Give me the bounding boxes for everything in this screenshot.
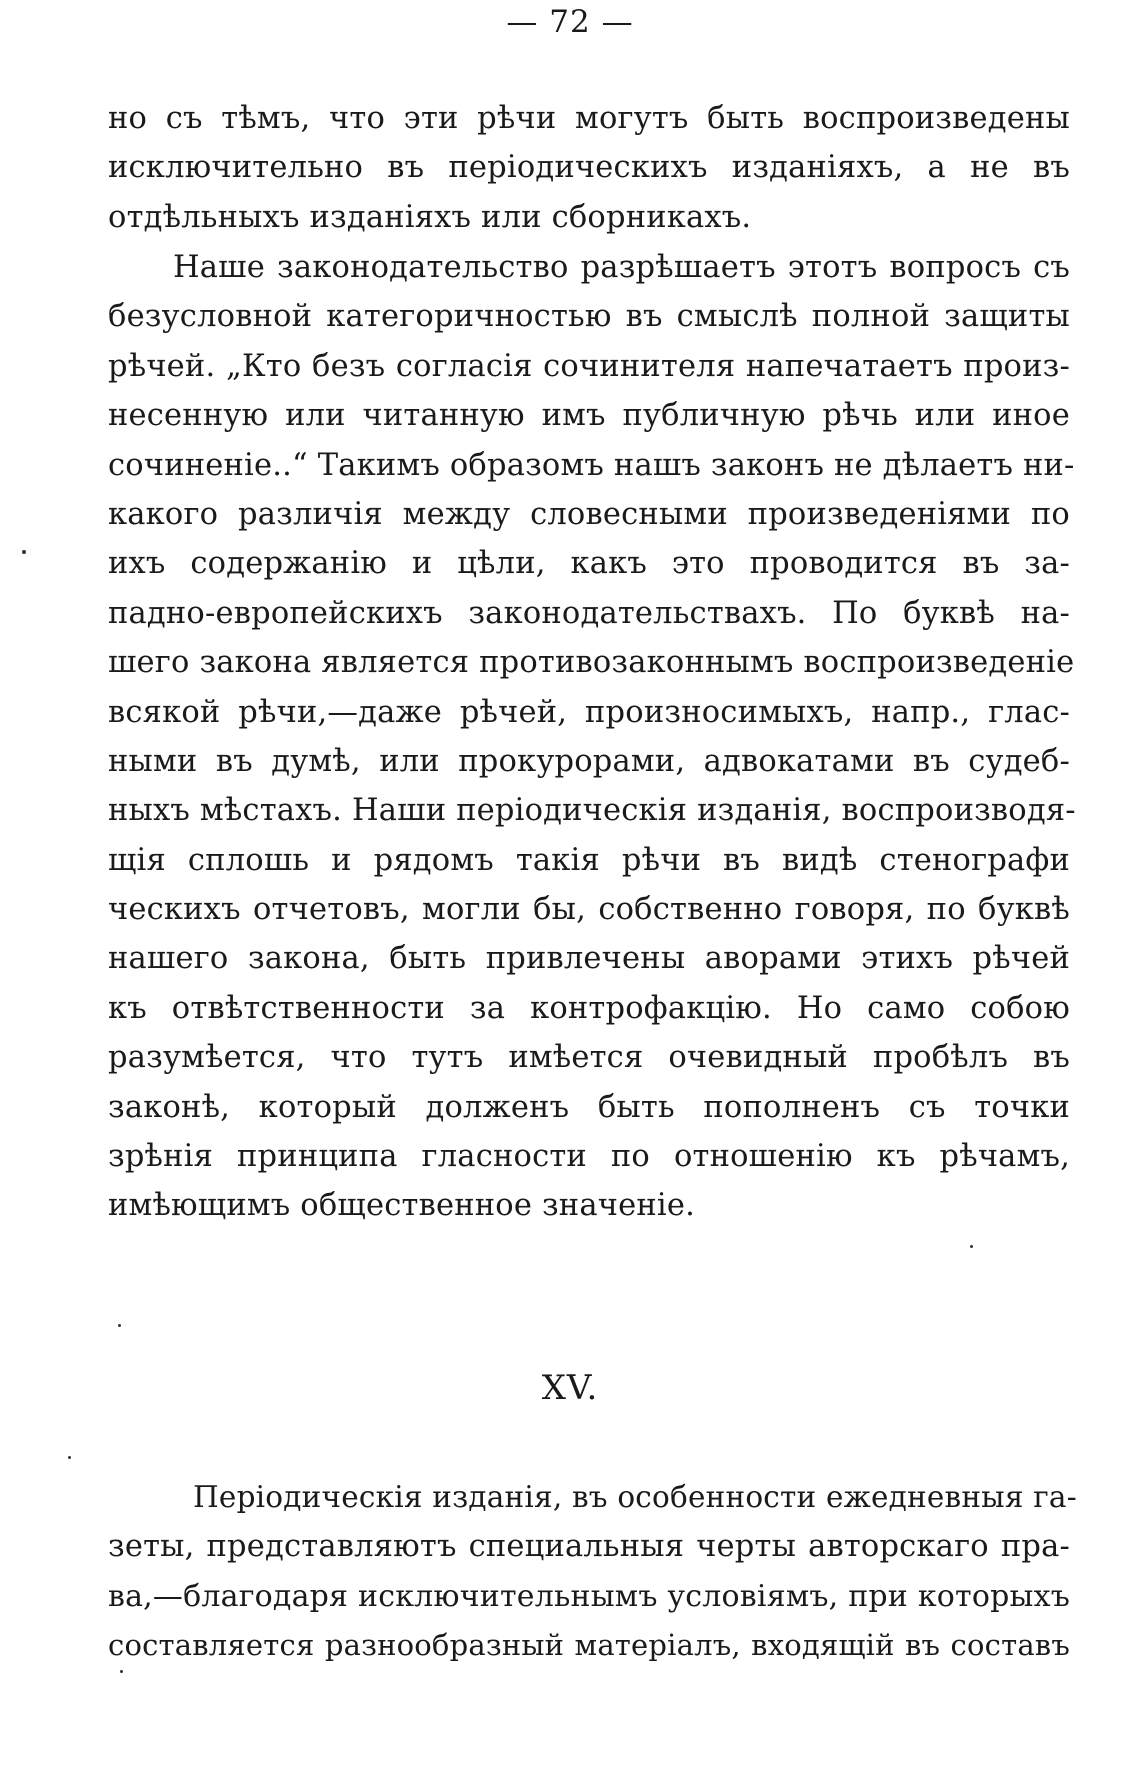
text-line: но съ тѣмъ, что эти рѣчи могутъ быть воспроизведены	[108, 101, 1070, 136]
text-line: падно-европейскихъ законодательствахъ. По буквѣ на-	[108, 595, 1070, 631]
text-line: составляется разнообразный матеріалъ, входящій въ составъ	[108, 1628, 1070, 1663]
text-line: законѣ, который долженъ быть пополненъ съ точки	[108, 1089, 1070, 1125]
text-line: разумѣется, что тутъ имѣется очевидный пробѣлъ въ	[108, 1040, 1070, 1076]
scan-speck	[120, 1670, 123, 1673]
paragraph-continued	[108, 94, 1070, 242]
page-number: — 72 —	[506, 4, 634, 40]
text-line: шего закона является противозаконнымъ воспроизведеніе	[108, 645, 1075, 681]
paragraph-main	[108, 243, 1076, 1231]
text-line: къ отвѣтственности за контрофакцію. Но само собою	[108, 990, 1070, 1026]
text-line: зеты, представляютъ специальныя черты авторскаго пра-	[108, 1529, 1070, 1565]
text-line: несенную или читанную имъ публичную рѣчь или иное	[108, 398, 1070, 434]
scan-speck	[68, 1456, 71, 1459]
text-line: ныхъ мѣстахъ. Наши періодическія изданія, воспроизводя-	[108, 793, 1076, 829]
text-line: рѣчей. „Кто безъ согласія сочинителя напечатаетъ произ-	[108, 348, 1070, 384]
text-line: ческихъ отчетовъ, могли бы, собственно говоря, по буквѣ	[108, 892, 1070, 928]
text-line: зрѣнія принципа гласности по отношенію къ рѣчамъ,	[108, 1139, 1070, 1175]
text-line: отдѣльныхъ изданіяхъ или сборникахъ.	[108, 199, 752, 235]
scan-speck	[118, 1324, 121, 1327]
scan-speck	[22, 550, 26, 554]
section-heading: XV.	[541, 1368, 599, 1408]
text-line: исключительно въ періодическихъ изданіяхъ, а не въ	[108, 150, 1070, 186]
text-line: всякой рѣчи,—даже рѣчей, произносимыхъ, напр., глас-	[108, 694, 1070, 730]
text-line: Наше законодательство разрѣшаетъ этотъ вопросъ съ	[173, 250, 1070, 285]
text-line: имѣющимъ общественное значеніе.	[108, 1188, 695, 1224]
paragraph-section	[108, 1473, 1077, 1671]
text-line: ными въ думѣ, или прокурорами, адвокатами въ судеб-	[108, 743, 1070, 779]
text-line: Періодическія изданія, въ особенности ежедневныя га-	[193, 1480, 1077, 1514]
text-line: сочиненіе..“ Такимъ образомъ нашъ законъ не дѣлаетъ ни-	[108, 447, 1075, 483]
text-line: нашего закона, быть привлечены аворами этихъ рѣчей	[108, 941, 1070, 977]
text-line: ихъ содержанію и цѣли, какъ это проводится въ за-	[108, 546, 1070, 582]
text-line: ва,—благодаря исключительнымъ условіямъ, при которыхъ	[108, 1578, 1070, 1614]
text-line: безусловной категоричностью въ смыслѣ полной защиты	[108, 299, 1070, 335]
text-line: щія сплошь и рядомъ такія рѣчи въ видѣ стенографи	[108, 842, 1070, 878]
scan-speck	[970, 1245, 973, 1248]
text-line: какого различія между словесными произведеніями по	[108, 496, 1070, 532]
